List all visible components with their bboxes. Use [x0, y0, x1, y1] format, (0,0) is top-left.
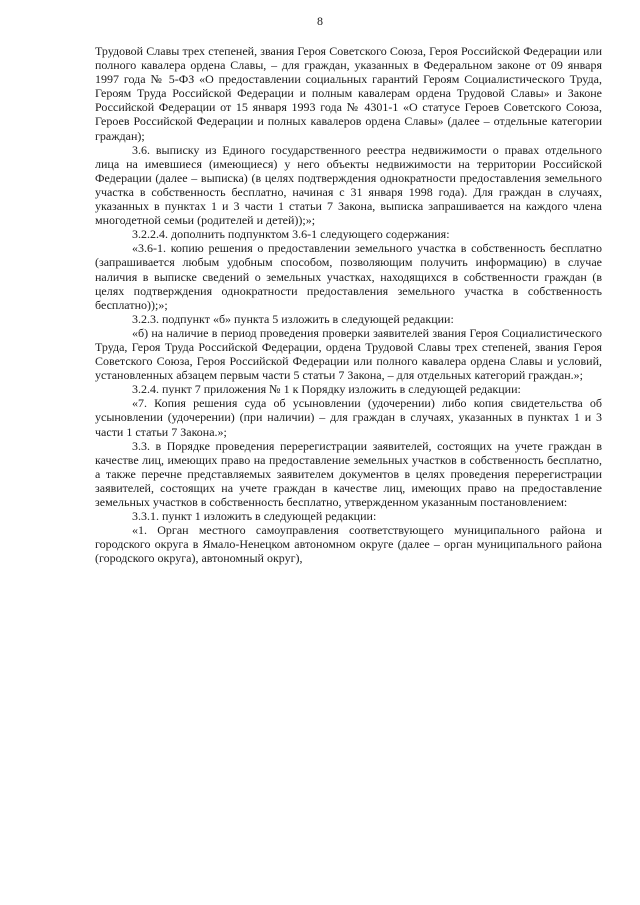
- paragraph-item-3-2-3: 3.2.3. подпункт «б» пункта 5 изложить в следующей редакции:: [132, 311, 454, 326]
- paragraph-item-1: «1. Орган местного самоуправления соответствующего муниципального района и городского округа в Ямало-Ненецком автономном округе (далее – орган муниципального района (городского округа), автономный округ),: [95, 523, 602, 566]
- paragraph-item-7: «7. Копия решения суда об усыновлении (удочерении) либо копия свидетельства об усыновлении (удочерении) (при наличии) – для граждан в случаях, указанных в пунктах 1 и 3 части 1 статьи 7 Закона.»;: [95, 396, 602, 439]
- paragraph-item-3-6-1: «3.6-1. копию решения о предоставлении земельного участка в собственность бесплатно (запрашивается любым удобным способом, позволяющим получить информацию) в случае наличия в выписке сведений о земельных участках, находящихся в собственности граждан (в целях подтверждения однократности предоставления земельного участка в собственность бесплатно));»;: [95, 241, 602, 312]
- paragraph-item-3-3: 3.3. в Порядке проведения перерегистрации заявителей, состоящих на учете граждан в качестве лиц, имеющих право на предоставление земельных участков в собственность бесплатно, а также перечне представляемых заявителем документов в целях проведения перерегистрации заявителей, состоящих на учете граждан в качестве лиц, имеющих право на предоставление земельных участков в собственность бесплатно, утвержденном указанным постановлением:: [95, 438, 602, 509]
- paragraph-item-3-2-2-4: 3.2.2.4. дополнить подпунктом 3.6-1 следующего содержания:: [132, 227, 450, 242]
- document-body: [95, 44, 602, 565]
- paragraph-item-3-2-4: 3.2.4. пункт 7 приложения № 1 к Порядку изложить в следующей редакции:: [132, 382, 521, 397]
- paragraph-subitem-b: «б) на наличие в период проведения проверки заявителей звания Героя Социалистического Труда, Героя Труда Российской Федерации, ордена Трудовой Славы трех степеней, звания Героя Советского Союза, Героя Российской Федерации или полного кавалера ордена Славы и условий, установленных абзацем первым части 5 статьи 7 Закона, – для отдельных категорий граждан.»;: [95, 325, 602, 383]
- paragraph-continuation: Трудовой Славы трех степеней, звания Героя Советского Союза, Героя Российской Федерации или полного кавалера ордена Славы, – для граждан, указанных в Федеральном законе от 09 января 1997 года № 5-ФЗ «О предоставлении социальных гарантий Героям Социалистического Труда, Героям Труда Российской Федерации и полным кавалерам ордена Трудовой Славы» и Законе Российской Федерации от 15 января 1993 года № 4301-1 «О статусе Героев Советского Союза, Героев Российской Федерации и полных кавалеров ордена Славы» (далее – отдельные категории граждан);: [95, 44, 602, 143]
- paragraph-item-3-6: 3.6. выписку из Единого государственного реестра недвижимости о правах отдельного лица на имевшиеся (имеющиеся) у него объекты недвижимости на территории Российской Федерации (далее – выписка) (в целях подтверждения однократности предоставления земельного участка в собственность бесплатно, начиная с 31 января 1998 года). Для граждан в случаях, указанных в пунктах 1 и 3 части 1 статьи 7 Закона, выписка запрашивается на каждого члена многодетной семьи (родителей и детей));»;: [95, 142, 602, 228]
- paragraph-item-3-3-1: 3.3.1. пункт 1 изложить в следующей редакции:: [132, 509, 377, 524]
- page-number: 8: [317, 14, 323, 28]
